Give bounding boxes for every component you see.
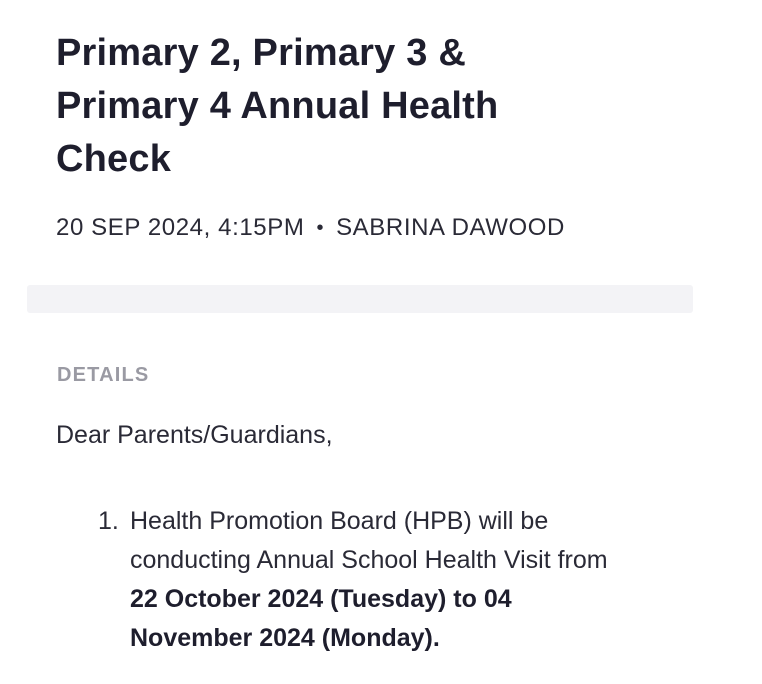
list-item-number: 1. [98,507,119,535]
details-list [98,502,638,658]
list-item-text [130,507,608,652]
greeting-text: Dear Parents/Guardians, [56,421,333,449]
list-item-text-bold: 22 October 2024 (Tuesday) to 04 November 2024 (Monday). [130,585,512,652]
post-meta [56,211,565,245]
content-divider [27,285,693,313]
meta-separator: • [316,217,325,239]
post-author: SABRINA DAWOOD [336,214,565,241]
list-item-text-regular: Health Promotion Board (HPB) will be conducting Annual School Health Visit from [130,507,608,574]
post-date: 20 SEP 2024, 4:15PM [56,214,305,241]
details-section-label: DETAILS [57,364,150,386]
list-item [98,502,638,658]
page-title: Primary 2, Primary 3 & Primary 4 Annual Health Check [56,32,499,180]
